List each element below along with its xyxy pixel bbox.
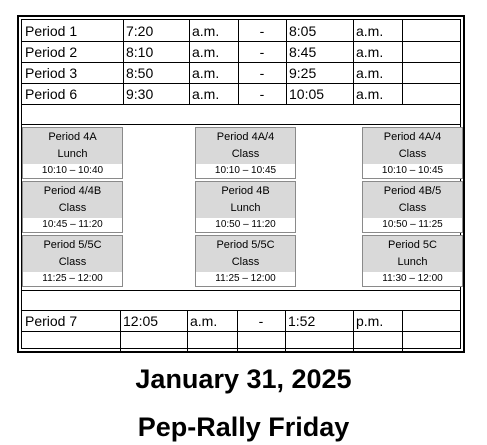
- start-time: 9:30: [126, 86, 154, 102]
- end-time: 8:05: [289, 22, 317, 39]
- block-label: [23, 128, 122, 164]
- start-ampm: a.m.: [192, 22, 220, 39]
- separator: -: [258, 313, 264, 329]
- period-name: Period 7: [25, 313, 78, 329]
- start-ampm: a.m.: [192, 65, 220, 81]
- start-ampm: a.m.: [192, 44, 220, 60]
- table-row: [22, 311, 460, 331]
- grid-line: [402, 20, 403, 104]
- block-time: 10:10 – 10:40: [41, 164, 104, 176]
- start-ampm: a.m.: [192, 86, 220, 102]
- lunch-block: [362, 235, 463, 287]
- grid-line: [22, 41, 460, 42]
- start-ampm: a.m.: [190, 313, 218, 329]
- block-type: Class: [398, 148, 427, 160]
- block-time: 11:25 – 12:00: [215, 272, 276, 284]
- table-row: [22, 84, 460, 104]
- lunch-block: [195, 181, 296, 233]
- separator: -: [259, 44, 265, 60]
- block-period: Period 5/5C: [216, 239, 275, 251]
- period-name: Period 2: [25, 44, 78, 60]
- block-period: Period 4/4B: [43, 185, 102, 197]
- end-time: 1:52: [288, 313, 316, 329]
- block-type: Class: [231, 256, 260, 268]
- block-label: [23, 182, 122, 218]
- block-type: Class: [231, 148, 260, 160]
- grid-line: [22, 290, 460, 291]
- schedule-date: January 31, 2025: [135, 364, 352, 394]
- end-ampm: a.m.: [356, 22, 384, 39]
- table-row: [22, 20, 460, 41]
- grid-line: [22, 331, 460, 332]
- block-period: Period 4B/5: [383, 185, 442, 197]
- block-period: Period 4A: [48, 131, 97, 143]
- block-type: Lunch: [230, 202, 261, 214]
- separator: -: [259, 86, 265, 102]
- table-row: [22, 42, 460, 62]
- block-label: [363, 236, 462, 272]
- end-ampm: a.m.: [356, 44, 384, 60]
- period-name: Period 1: [25, 22, 78, 39]
- lunch-block: [22, 127, 123, 179]
- block-period: Period 4A/4: [216, 131, 275, 143]
- lunch-block: [362, 181, 463, 233]
- start-time: 8:50: [126, 65, 154, 81]
- block-time: 11:25 – 12:00: [42, 272, 103, 284]
- end-time: 10:05: [289, 86, 325, 102]
- lunch-block: [22, 235, 123, 287]
- end-time: 8:45: [289, 44, 317, 60]
- block-period: Period 4A/4: [383, 131, 442, 143]
- lunch-block: [195, 127, 296, 179]
- block-time: 10:50 – 11:25: [382, 218, 443, 230]
- grid-line: [286, 20, 287, 104]
- block-time: 10:50 – 11:20: [215, 218, 276, 230]
- block-label: [363, 182, 462, 218]
- grid-line: [22, 62, 460, 63]
- grid-line: [22, 83, 460, 84]
- grid-line: [123, 20, 124, 104]
- block-type: Lunch: [57, 148, 88, 160]
- block-type: Class: [58, 256, 87, 268]
- end-ampm: a.m.: [356, 65, 384, 81]
- grid-line: [238, 20, 239, 104]
- end-ampm: a.m.: [356, 86, 384, 102]
- block-period: Period 5/5C: [43, 239, 102, 251]
- block-time: 10:10 – 10:45: [214, 164, 277, 176]
- start-time: 8:10: [126, 44, 154, 60]
- period-name: Period 6: [25, 86, 78, 102]
- block-time: 11:30 – 12:00: [382, 272, 443, 284]
- start-time: 7:20: [126, 22, 154, 39]
- lunch-block: [195, 235, 296, 287]
- block-type: Lunch: [397, 256, 428, 268]
- grid-line: [22, 124, 460, 125]
- block-type: Class: [398, 202, 427, 214]
- block-period: Period 5C: [388, 239, 437, 251]
- block-type: Class: [58, 202, 87, 214]
- block-label: [23, 236, 122, 272]
- start-time: 12:05: [123, 313, 159, 329]
- schedule-table: [17, 15, 465, 353]
- grid-line: [353, 20, 354, 104]
- block-label: [196, 182, 295, 218]
- grid-line: [189, 20, 190, 104]
- block-label: [363, 128, 462, 164]
- block-period: Period 4B: [221, 185, 270, 197]
- block-label: [196, 236, 295, 272]
- block-label: [196, 128, 295, 164]
- separator: -: [259, 22, 265, 39]
- grid-line: [22, 104, 460, 105]
- lunch-block: [362, 127, 463, 179]
- separator: -: [259, 65, 265, 81]
- table-row: [22, 63, 460, 83]
- schedule-event: Pep-Rally Friday: [137, 412, 350, 442]
- end-time: 9:25: [289, 65, 317, 81]
- end-ampm: p.m.: [356, 313, 384, 329]
- period-name: Period 3: [25, 65, 78, 81]
- block-time: 10:10 – 10:45: [381, 164, 444, 176]
- lunch-block: [22, 181, 123, 233]
- block-time: 10:45 – 11:20: [42, 218, 103, 230]
- schedule-table-inner: [21, 19, 461, 349]
